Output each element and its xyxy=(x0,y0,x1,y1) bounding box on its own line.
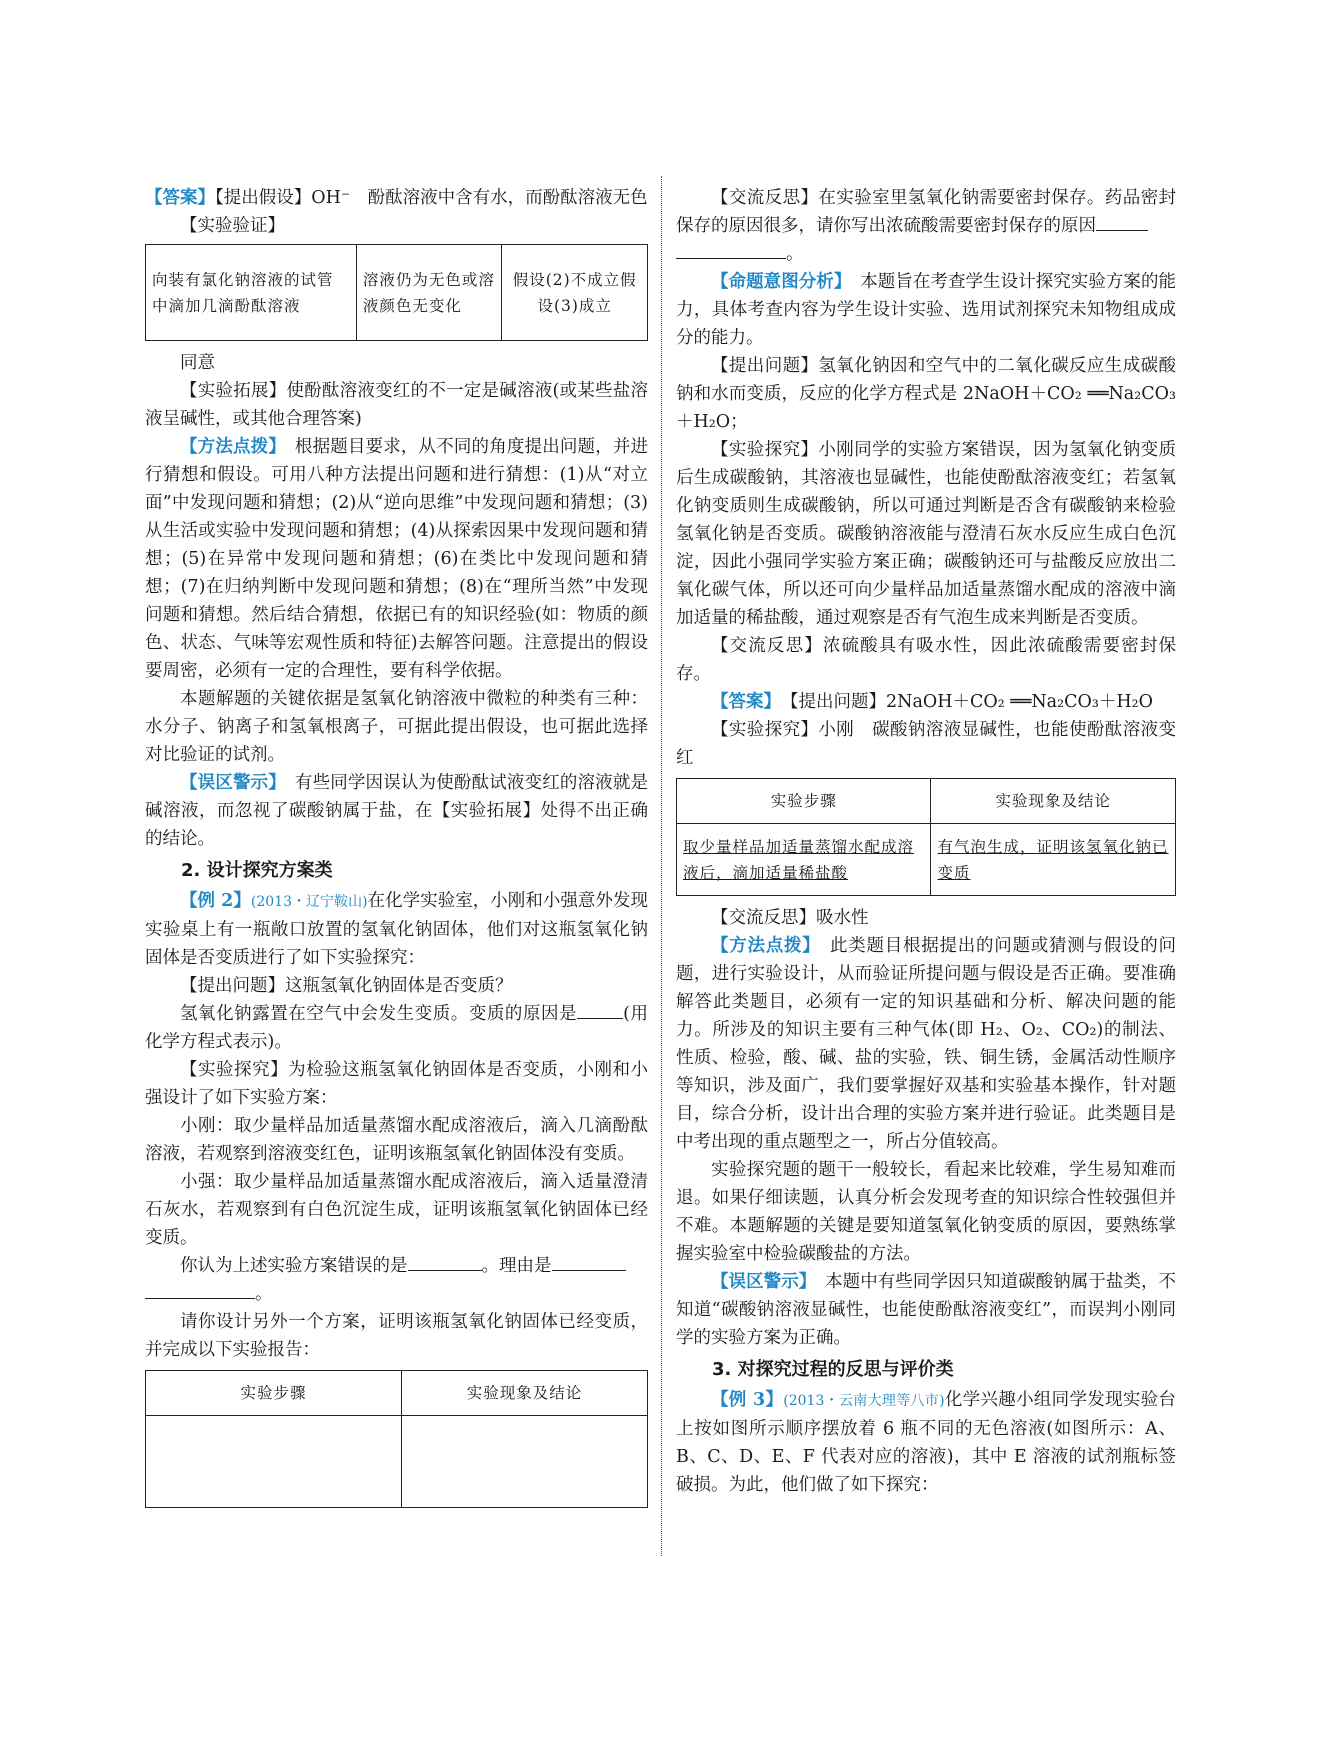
comm-text: 在实验室里氢氧化钠需要密封保存。药品密封保存的原因很多，请你写出浓硫酸需要密封保存的原因 xyxy=(676,188,1177,236)
comm-paragraph xyxy=(676,184,1176,268)
answer-explore xyxy=(676,716,1176,772)
answer-explore-label: 【实验探究】 xyxy=(711,720,819,740)
right-column xyxy=(676,184,1176,1499)
answer-step: 取少量样品加适量蒸馏水配成溶液后，滴加适量稀盐酸 xyxy=(683,837,915,882)
answer-tag: 【答案】 xyxy=(711,692,773,712)
explore-analysis xyxy=(676,436,1176,632)
example-3-source: (2013・云南大理等八市) xyxy=(783,1393,945,1409)
question-label: 【提出问题】 xyxy=(180,976,285,996)
warn-paragraph xyxy=(676,1268,1176,1352)
method-tag: 【方法点拨】 xyxy=(711,936,812,956)
xiaogang-paragraph: 小刚：取少量样品加适量蒸馏水配成溶液后，滴入几滴酚酞溶液，若观察到溶液变红色，证明该瓶氢氧化钠固体没有变质。 xyxy=(145,1116,648,1164)
xiaoqiang-paragraph: 小强：取少量样品加适量蒸馏水配成溶液后，滴入适量澄清石灰水，若观察到有白色沉淀生成，证明该瓶氢氧化钠固体已经变质。 xyxy=(145,1172,648,1248)
table-cell-empty[interactable] xyxy=(402,1416,648,1508)
comm2-label: 【交流反思】 xyxy=(711,636,823,656)
verify-table xyxy=(145,244,648,341)
answer-comm xyxy=(676,904,1176,932)
intent-paragraph xyxy=(676,268,1176,352)
hypothesis-label: 【提出假设】 xyxy=(215,188,312,208)
example-3-tag: 【例 3】 xyxy=(711,1390,784,1410)
example-3-text: 化学兴趣小组同学发现实验台上按如图所示顺序摆放着 6 瓶不同的无色溶液(如图所示：A、B、C、D、E、F 代表对应的溶液)，其中 E 溶液的试剂瓶标签破损。为此，他们做了如下探究： xyxy=(676,1390,1176,1495)
answer-blank[interactable] xyxy=(1096,213,1148,232)
table-header: 实验步骤 xyxy=(146,1371,402,1416)
answer-q-label: 【提出问题】 xyxy=(789,692,886,712)
comm2-text: 浓硫酸具有吸水性，因此浓硫酸需要密封保存。 xyxy=(676,636,1176,684)
question-label: 【提出问题】 xyxy=(711,356,819,376)
method-paragraph xyxy=(676,932,1176,1156)
table-cell xyxy=(677,824,931,896)
expand-paragraph xyxy=(145,377,648,433)
judge-text-b: 。理由是 xyxy=(481,1256,552,1276)
answer-comm-text: 吸水性 xyxy=(816,908,869,928)
intent-tag: 【命题意图分析】 xyxy=(711,272,843,292)
warn-paragraph xyxy=(145,769,648,853)
table-header: 实验现象及结论 xyxy=(402,1371,648,1416)
explore-paragraph xyxy=(145,1056,648,1112)
explore-text: 为检验这瓶氢氧化钠固体是否变质，小刚和小强设计了如下实验方案： xyxy=(145,1060,649,1108)
hypothesis-text: OH⁻ 酚酞溶液中含有水，而酚酞溶液无色 xyxy=(311,188,648,208)
answer-blank[interactable] xyxy=(676,241,786,260)
comm-label: 【交流反思】 xyxy=(711,188,819,208)
table-row xyxy=(146,1416,648,1508)
example-2-text: 在化学实验室，小刚和小强意外发现实验桌上有一瓶敞口放置的氢氧化钠固体，他们对这瓶氢氧化钠固体是否变质进行了如下实验探究： xyxy=(145,891,648,968)
explore-label: 【实验探究】 xyxy=(711,440,819,460)
table-row xyxy=(677,779,1176,824)
answer-blank[interactable] xyxy=(408,1253,482,1272)
answer-explore-text: 小刚 碳酸钠溶液显碱性，也能使酚酞溶液变红 xyxy=(676,720,1177,768)
answer-blank[interactable] xyxy=(145,1281,255,1300)
reason-text: 氢氧化钠露置在空气中会发生变质。变质的原因是 xyxy=(180,1004,578,1024)
judge-paragraph xyxy=(145,1252,648,1308)
table-cell xyxy=(931,824,1176,896)
example-2-tag: 【例 2】 xyxy=(180,891,251,911)
method-tag: 【方法点拨】 xyxy=(180,437,278,457)
question-text: 这瓶氢氧化钠固体是否变质？ xyxy=(285,976,513,996)
warn-text: 本题中有些同学因只知道碳酸钠属于盐类，不知道“碳酸钠溶液显碱性，也能使酚酞溶液变红”，而误判小刚同学的实验方案为正确。 xyxy=(676,1272,1177,1348)
column-divider xyxy=(661,176,662,1556)
method-text: 此类题目根据提出的问题或猜测与假设的问题，进行实验设计，从而验证所提问题与假设是否正确。要准确解答此类题目，必须有一定的知识基础和分析、解决问题的能力。所涉及的知识主要有三种气体(即 H₂、O₂、CO₂)的制法、性质、检验，酸、碱、盐的实验，铁、铜生锈，金属活动性顺序等知识，涉及面广，我们要掌握好双基和实验基本操作，针对题目，综合分析，设计出合理的实验方案并进行验证。此类题目是中考出现的重点题型之一，所占分值较高。 xyxy=(676,936,1176,1152)
p2-paragraph: 实验探究题的题干一般较长，看起来比较难，学生易知难而退。如果仔细读题，认真分析会发现考查的知识综合性较强但并不难。本题解题的关键是要知道氢氧化钠变质的原因，要熟练掌握实验室中检验碳酸盐的方法。 xyxy=(676,1160,1176,1264)
expand-label: 【实验拓展】 xyxy=(180,381,287,401)
agree-text: 同意 xyxy=(180,353,215,373)
judge-text-a: 你认为上述实验方案错误的是 xyxy=(180,1256,408,1276)
warn-tag: 【误区警示】 xyxy=(180,773,278,793)
explore-label: 【实验探究】 xyxy=(180,1060,289,1080)
table-row xyxy=(146,245,648,341)
answer-blank[interactable] xyxy=(577,1001,623,1020)
answer-paragraph xyxy=(145,184,648,212)
table-row xyxy=(677,824,1176,896)
left-column xyxy=(145,184,648,1516)
example-2-paragraph xyxy=(145,887,648,972)
table-row xyxy=(146,1371,648,1416)
answer-q-text: 2NaOH＋CO₂ ══Na₂CO₃＋H₂O xyxy=(886,692,1154,712)
explore-text: 小刚同学的实验方案错误，因为氢氧化钠变质后生成碳酸钠，其溶液也显碱性，也能使酚酞溶液变红；若氢氧化钠变质则生成碳酸钠，所以可通过判断是否含有碳酸钠来检验氢氧化钠是否变质。碳酸钠溶液能与澄清石灰水反应生成白色沉淀，因此小强同学实验方案正确；碳酸钠还可与盐酸反应放出二氧化碳气体，所以还可向少量样品加适量蒸馏水配成的溶液中滴加适量的稀盐酸，通过观察是否有气泡生成来判断是否变质。 xyxy=(676,440,1177,628)
table-cell: 假设(2)不成立假设(3)成立 xyxy=(502,245,648,341)
answer-table xyxy=(676,778,1176,896)
table-cell-empty[interactable] xyxy=(146,1416,402,1508)
answer-paragraph xyxy=(676,688,1176,716)
table-header: 实验步骤 xyxy=(677,779,931,824)
section-3-heading: 3. 对探究过程的反思与评价类 xyxy=(712,1359,954,1380)
verify-label: 【实验验证】 xyxy=(180,216,285,236)
report-table xyxy=(145,1370,648,1508)
example-3-paragraph xyxy=(676,1386,1176,1499)
expand-text: 使酚酞溶液变红的不一定是碱溶液(或某些盐溶液呈碱性，或其他合理答案) xyxy=(145,381,649,429)
warn-tag: 【误区警示】 xyxy=(711,1272,808,1292)
question-text: 氢氧化钠因和空气中的二氧化碳反应生成碳酸钠和水而变质，反应的化学方程式是 2NaOH＋CO₂ ══Na₂CO₃＋H₂O； xyxy=(676,356,1177,432)
answer-tag: 【答案】 xyxy=(145,188,215,208)
table-cell: 溶液仍为无色或溶液颜色无变化 xyxy=(356,245,502,341)
design-paragraph: 请你设计另外一个方案，证明该瓶氢氧化钠固体已经变质，并完成以下实验报告： xyxy=(145,1312,648,1360)
judge-end: 。 xyxy=(255,1284,273,1304)
table-cell: 向装有氯化钠溶液的试管中滴加几滴酚酞溶液 xyxy=(146,245,357,341)
table-header: 实验现象及结论 xyxy=(931,779,1176,824)
answer-comm-label: 【交流反思】 xyxy=(711,908,816,928)
comm2-paragraph xyxy=(676,632,1176,688)
reason-paragraph xyxy=(145,1000,648,1056)
answer-result: 有气泡生成，证明该氢氧化钠已变质 xyxy=(937,837,1169,882)
answer-blank[interactable] xyxy=(552,1253,626,1272)
question-analysis xyxy=(676,352,1176,436)
warn-text: 有些同学因误认为使酚酞试液变红的溶液就是碱溶液，而忽视了碳酸钠属于盐，在【实验拓展】处得不出正确的结论。 xyxy=(145,773,649,849)
comm-end: 。 xyxy=(786,244,804,264)
method-text: 根据题目要求，从不同的角度提出问题，并进行猜想和假设。可用八种方法提出问题和进行猜想：(1)从“对立面”中发现问题和猜想；(2)从“逆向思维”中发现问题和猜想；(3)从生活或实验中发现问题和猜想；(4)从探索因果中发现问题和猜想；(5)在异常中发现问题和猜想；(6)在类比中发现问题和猜想；(7)在归纳判断中发现问题和猜想；(8)在“理所当然”中发现问题和猜想。然后结合猜想，依据已有的知识经验(如：物质的颜色、状态、气味等宏观性质和特征)去解答问题。注意提出的假设要周密，必须有一定的合理性，要有科学依据。 xyxy=(145,437,649,681)
reason-tail: (用化学方程式表示)。 xyxy=(145,1004,649,1052)
key-paragraph: 本题解题的关键依据是氢氧化钠溶液中微粒的种类有三种：水分子、钠离子和氢氧根离子，可据此提出假设，也可据此选择对比验证的试剂。 xyxy=(145,689,648,765)
question-paragraph xyxy=(145,972,648,1000)
method-paragraph xyxy=(145,433,648,685)
section-2-heading: 2. 设计探究方案类 xyxy=(181,860,333,881)
intent-text: 本题旨在考查学生设计探究实验方案的能力，具体考查内容为学生设计实验、选用试剂探究未知物组成成分的能力。 xyxy=(676,272,1177,348)
example-2-source: (2013・辽宁鞍山) xyxy=(250,894,368,910)
